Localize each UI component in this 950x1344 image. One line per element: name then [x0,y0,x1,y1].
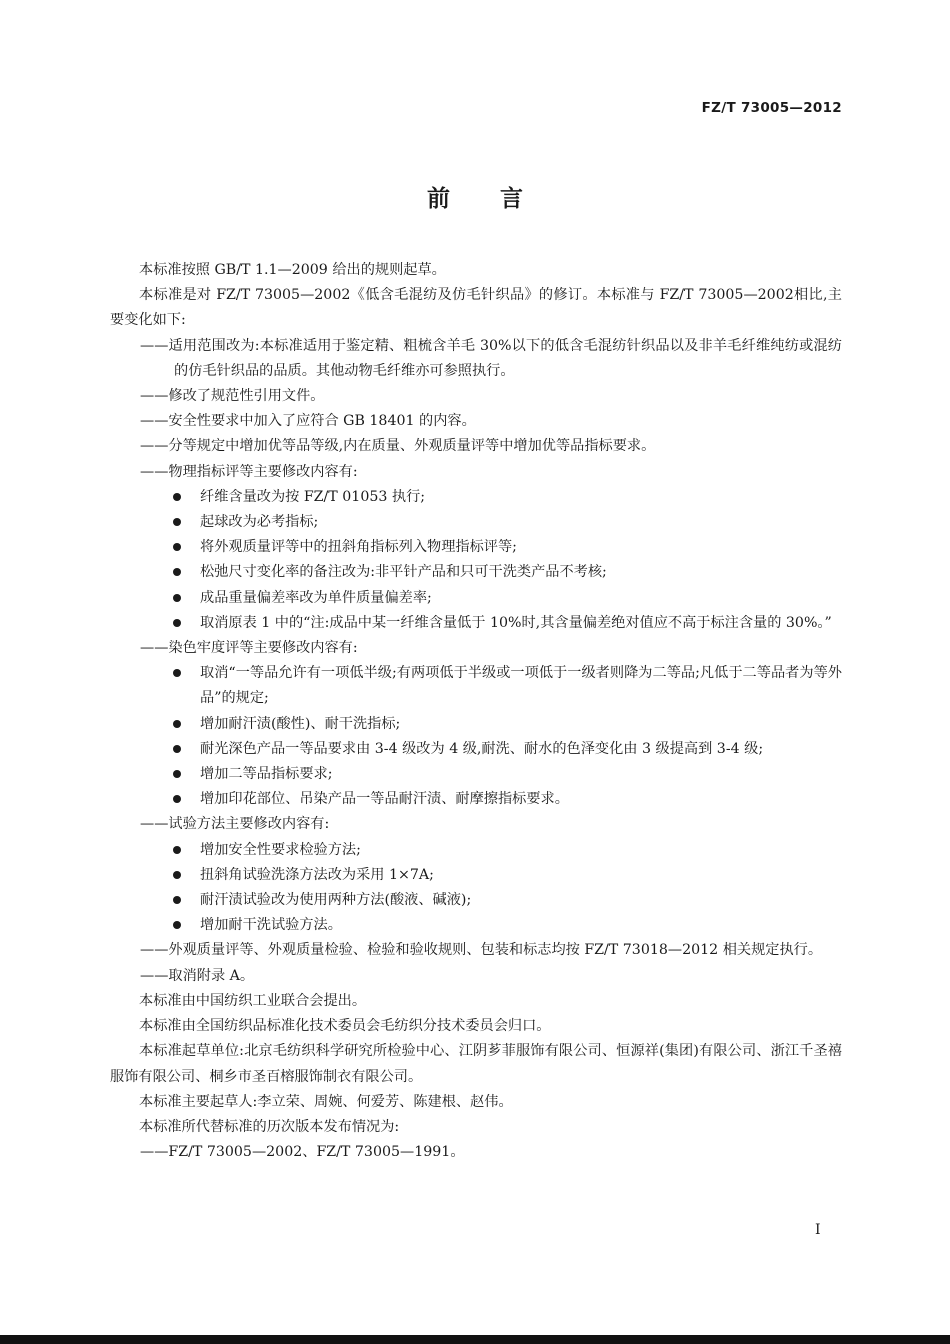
paragraph: 本标准主要起草人:李立荣、周婉、何爱芳、陈建根、赵伟。 [139,1093,513,1110]
bullet-dot-icon [173,518,181,526]
paragraph: 本标准由中国纺织工业联合会提出。 [139,992,367,1009]
dash-item: ——安全性要求中加入了应符合 GB 18401 的内容。 [140,413,476,430]
paragraph: 本标准起草单位:北京毛纺织科学研究所检验中心、江阴芗菲服饰有限公司、恒源祥(集团)有限公司、浙江千圣禧服饰有限公司、桐乡市圣百榕服饰制衣有限公司。 [110,1043,842,1085]
bullet-dot-icon [173,921,181,929]
bullet-item [110,586,842,611]
page-title: 前言 [427,186,573,212]
document-body [110,258,842,1165]
bullet-item [110,712,842,737]
dash-item: ——外观质量评等、外观质量检验、检验和验收规则、包装和标志均按 FZ/T 73018—2012 相关规定执行。 [140,942,823,959]
paragraph: 本标准按照 GB/T 1.1—2009 给出的规则起草。 [139,262,446,278]
dash-item: ——取消附录 A。 [140,967,255,984]
bullet-item [110,485,842,510]
bullet-text: 将外观质量评等中的扭斜角指标列入物理指标评等; [200,539,517,556]
bullet-item [110,535,842,560]
bullet-dot-icon [173,720,181,728]
bullet-text: 增加印花部位、吊染产品一等品耐汗渍、耐摩擦指标要求。 [200,791,569,808]
dash-item: ——试验方法主要修改内容有: [140,816,330,833]
paragraph: 本标准由全国纺织品标准化技术委员会毛纺织分技术委员会归口。 [139,1018,551,1035]
bullet-item [110,560,842,585]
bullet-dot-icon [173,543,181,551]
bullet-dot-icon [173,770,181,778]
bullet-text: 取消“一等品允许有一项低半级;有两项低于半级或一项低于一级者则降为二等品;凡低于二等品者为等外品”的规定; [200,665,842,707]
bullet-item [110,762,842,787]
bullet-item [110,510,842,535]
dash-item: ——FZ/T 73005—2002、FZ/T 73005—1991。 [140,1144,465,1161]
bullet-dot-icon [173,619,181,627]
bullet-dot-icon [173,871,181,879]
bullet-dot-icon [173,493,181,501]
bullet-dot-icon [173,846,181,854]
dash-item: ——修改了规范性引用文件。 [140,388,325,405]
bullet-item [110,913,842,938]
bullet-dot-icon [173,568,181,576]
bullet-item [110,787,842,812]
bullet-text: 增加二等品指标要求; [200,766,333,783]
bullet-item [110,888,842,913]
bullet-dot-icon [173,745,181,753]
paragraph: 本标准是对 FZ/T 73005—2002《低含毛混纺及仿毛针织品》的修订。本标准与 FZ/T 73005—2002相比,主要变化如下: [110,287,842,329]
bullet-item [110,737,842,762]
dash-item: ——染色牢度评等主要修改内容有: [140,640,358,657]
bullet-dot-icon [173,669,181,677]
bullet-item [110,863,842,888]
bottom-rule [0,1335,950,1344]
bullet-text: 起球改为必考指标; [200,514,319,531]
bullet-item [110,611,842,636]
page-number: I [815,1222,821,1238]
bullet-dot-icon [173,896,181,904]
standard-code: FZ/T 73005—2012 [701,100,842,116]
paragraph: 本标准所代替标准的历次版本发布情况为: [139,1118,400,1135]
bullet-dot-icon [173,795,181,803]
bullet-text: 增加安全性要求检验方法; [200,841,361,858]
bullet-text: 成品重量偏差率改为单件质量偏差率; [200,589,432,606]
bullet-text: 增加耐汗渍(酸性)、耐干洗指标; [200,715,401,732]
bullet-item [110,838,842,863]
dash-item: ——分等规定中增加优等品等级,内在质量、外观质量评等中增加优等品指标要求。 [140,438,656,455]
bullet-text: 松弛尺寸变化率的备注改为:非平针产品和只可干洗类产品不考核; [200,564,607,581]
bullet-text: 扭斜角试验洗涤方法改为采用 1×7A; [200,866,434,883]
bullet-item [110,661,842,711]
bullet-text: 耐光深色产品一等品要求由 3-4 级改为 4 级,耐洗、耐水的色泽变化由 3 级提高到 3-4 级; [200,740,764,757]
dash-item: ——适用范围改为:本标准适用于鉴定精、粗梳含羊毛 30%以下的低含毛混纺针织品以及非羊毛纤维纯纺或混纺的仿毛针织品的品质。其他动物毛纤维亦可参照执行。 [140,337,842,379]
bullet-text: 取消原表 1 中的“注:成品中某一纤维含量低于 10%时,其含量偏差绝对值应不高于标注含量的 30%。” [200,614,832,631]
bullet-text: 耐汗渍试验改为使用两种方法(酸液、碱液); [200,892,472,909]
dash-item: ——物理指标评等主要修改内容有: [140,463,358,480]
bullet-text: 纤维含量改为按 FZ/T 01053 执行; [200,488,426,505]
bullet-dot-icon [173,594,181,602]
bullet-text: 增加耐干洗试验方法。 [200,917,342,934]
